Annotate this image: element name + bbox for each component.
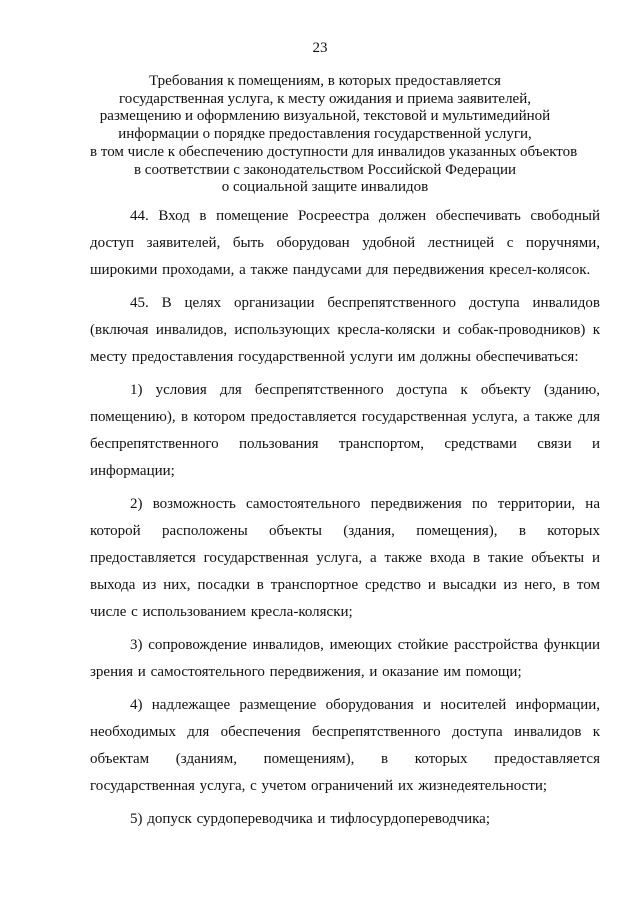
heading-line: размещению и оформлению визуальной, текстовой и мультимедийной (99, 108, 551, 125)
list-item-1: 1) условия для беспрепятственного доступа к объекту (зданию, помещению), в котором предоставляется государственная услуга, а также для беспрепятственного пользования транспортом, средствами связи и информации; (90, 382, 600, 479)
list-item-4: 4) надлежащее размещение оборудования и носителей информации, необходимых для обеспечения беспрепятственного доступа инвалидов к объектам (зданиям, помещениям), в которых предоставляется государственная услуга, с учетом ограничений их жизнедеятельности; (90, 697, 600, 794)
heading-line: информации о порядке предоставления государственной услуги, (118, 126, 532, 143)
list-item-3: 3) сопровождение инвалидов, имеющих стойкие расстройства функции зрения и самостоятельного передвижения, и оказание им помощи; (90, 637, 600, 680)
heading-line: о социальной защите инвалидов (221, 179, 429, 196)
section-heading (90, 73, 578, 197)
list-item-2: 2) возможность самостоятельного передвижения по территории, на которой расположены объекты (здания, помещения), в которых предоставляется государственная услуга, а также входа в такие объекты и выхода из них, посадки в транспортное средство и высадки из него, в том числе с использованием кресла-коляски; (90, 496, 600, 620)
page-number: 23 (312, 40, 328, 56)
heading-line: Требования к помещениям, в которых предоставляется (149, 73, 501, 89)
paragraph-45: 45. В целях организации беспрепятственного доступа инвалидов (включая инвалидов, использующих кресла-коляски и собак-проводников) к месту предоставления государственной услуги им должны обеспечиваться: (90, 295, 600, 365)
body-text (90, 203, 600, 833)
heading-line: в том числе к обеспечению доступности для инвалидов указанных объектов (90, 143, 578, 160)
paragraph-44: 44. Вход в помещение Росреестра должен обеспечивать свободный доступ заявителей, быть оборудован удобной лестницей с поручнями, широкими проходами, а также пандусами для передвижения кресел-колясок. (90, 208, 600, 278)
list-item-5: 5) допуск сурдопереводчика и тифлосурдопереводчика; (130, 811, 490, 827)
heading-line: в соответствии с законодательством Российской Федерации (133, 161, 517, 178)
heading-line: государственная услуга, к месту ожидания и приема заявителей, (119, 90, 531, 107)
